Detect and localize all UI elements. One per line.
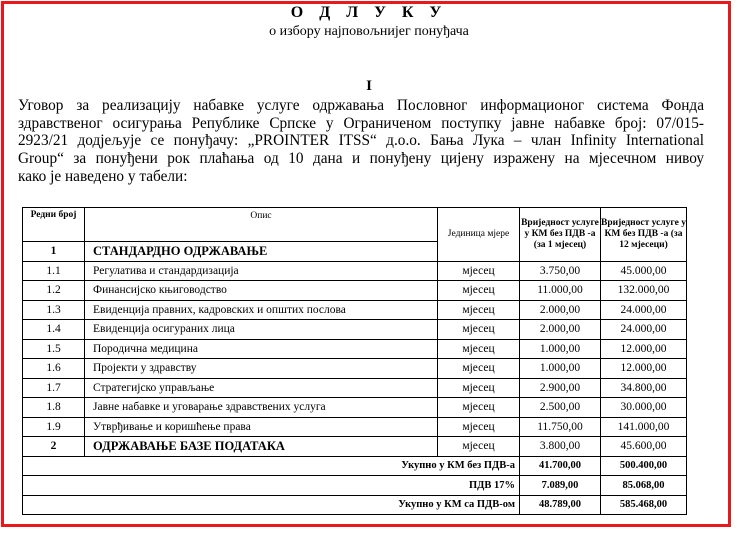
vat-value-1: 7.089,00 xyxy=(520,476,601,496)
row-description: Породична медицина xyxy=(85,339,438,359)
row-description: Пројекти у здравству xyxy=(85,359,438,379)
paragraph-line: Group“ за понуђени рок плаћања од 10 дана и понуђену цијену изражену на мјесечном нивоу xyxy=(18,150,704,168)
table-row xyxy=(23,398,687,418)
row-description: Финансијско књиговодство xyxy=(85,281,438,301)
row-unit: мјесец xyxy=(438,300,520,320)
table-row xyxy=(23,339,687,359)
row-number: 1.4 xyxy=(23,320,85,340)
row-value-1: 3.800,00 xyxy=(520,437,601,457)
grand-total-value-1: 48.789,00 xyxy=(520,495,601,515)
pricing-table xyxy=(22,207,687,515)
paragraph-line: 2923/21 додјељује се понуђачу: „PROINTER ITSS“ д.о.о. Бања Лука – члан Infinity International xyxy=(18,132,704,150)
row-value-12: 30.000,00 xyxy=(601,398,687,418)
row-unit: мјесец xyxy=(438,320,520,340)
total-value-12: 500.400,00 xyxy=(601,456,687,476)
row-value-1: 3.750,00 xyxy=(520,261,601,281)
table-row xyxy=(23,320,687,340)
row-unit: мјесец xyxy=(438,398,520,418)
row-number: 1.9 xyxy=(23,417,85,437)
totals-row xyxy=(23,456,687,476)
row-value-12: 45.600,00 xyxy=(601,437,687,457)
row-description: Евиденција осигураних лица xyxy=(85,320,438,340)
row-description: Јавне набавке и уговарање здравствених услуга xyxy=(85,398,438,418)
row-value-1: 11.750,00 xyxy=(520,417,601,437)
row-number: 1.5 xyxy=(23,339,85,359)
row-unit: мјесец xyxy=(438,437,520,457)
decision-paragraph xyxy=(18,97,704,186)
table-row xyxy=(23,281,687,301)
row-value-1: 1.000,00 xyxy=(520,339,601,359)
table-row xyxy=(23,300,687,320)
table-row xyxy=(23,261,687,281)
row-unit: мјесец xyxy=(438,378,520,398)
vat-label: ПДВ 17% xyxy=(23,476,520,496)
row-description: ОДРЖАВАЊЕ БАЗЕ ПОДАТАКА xyxy=(85,437,438,457)
table-row xyxy=(23,359,687,379)
table-header-row xyxy=(23,208,687,242)
row-value-1: 2.000,00 xyxy=(520,320,601,340)
row-description: Утврђивање и коришћење права xyxy=(85,417,438,437)
totals-row xyxy=(23,476,687,496)
section-number: I xyxy=(366,78,372,94)
row-value-1: 2.000,00 xyxy=(520,300,601,320)
row-number: 1.7 xyxy=(23,378,85,398)
document-title: О Д Л У К У xyxy=(290,4,448,21)
grand-total-label: Укупно у КМ са ПДВ-ом xyxy=(23,495,520,515)
row-unit: мјесец xyxy=(438,417,520,437)
table-row xyxy=(23,378,687,398)
row-value-12: 132.000,00 xyxy=(601,281,687,301)
row-description: Стратегијско управљање xyxy=(85,378,438,398)
row-number: 1 xyxy=(23,242,85,262)
row-value-1: 11.000,00 xyxy=(520,281,601,301)
row-value-1: 2.900,00 xyxy=(520,378,601,398)
row-value-12: 45.000,00 xyxy=(601,261,687,281)
row-value-12: 141.000,00 xyxy=(601,417,687,437)
row-description: Евиденција правних, кадровских и општих послова xyxy=(85,300,438,320)
header-value-1-month: Вриједност услуге у КМ без ПДВ -а (за 1 мјесец) xyxy=(520,208,601,262)
row-number: 1.8 xyxy=(23,398,85,418)
row-number: 1.2 xyxy=(23,281,85,301)
total-label: Укупно у КМ без ПДВ-а xyxy=(23,456,520,476)
paragraph-line: како је наведено у табели: xyxy=(18,167,188,185)
row-number: 1.3 xyxy=(23,300,85,320)
row-value-12: 12.000,00 xyxy=(601,339,687,359)
row-number: 1.1 xyxy=(23,261,85,281)
row-description: Регулатива и стандардизација xyxy=(85,261,438,281)
row-description: СТАНДАРДНО ОДРЖАВАЊЕ xyxy=(85,242,438,262)
row-value-12: 24.000,00 xyxy=(601,320,687,340)
row-number: 1.6 xyxy=(23,359,85,379)
row-unit: мјесец xyxy=(438,339,520,359)
paragraph-line: здравственог осигурања Републике Српске у Ограниченом поступку јавне набавке број: 07/015- xyxy=(18,114,704,132)
grand-total-value-12: 585.468,00 xyxy=(601,495,687,515)
row-value-1: 1.000,00 xyxy=(520,359,601,379)
total-value-1: 41.700,00 xyxy=(520,456,601,476)
row-value-12: 24.000,00 xyxy=(601,300,687,320)
header-description: Опис xyxy=(85,208,438,242)
table-row xyxy=(23,437,687,457)
row-value-12: 12.000,00 xyxy=(601,359,687,379)
totals-row xyxy=(23,495,687,515)
row-unit: мјесец xyxy=(438,281,520,301)
row-unit: мјесец xyxy=(438,359,520,379)
header-value-12-months: Вриједност услуге у КМ без ПДВ -а (за 12 мјесеци) xyxy=(601,208,687,262)
row-value-1: 2.500,00 xyxy=(520,398,601,418)
table-row xyxy=(23,417,687,437)
row-value-12: 34.800,00 xyxy=(601,378,687,398)
row-number: 2 xyxy=(23,437,85,457)
header-unit: Јединица мјере xyxy=(438,208,520,262)
header-ordinal: Редни број xyxy=(23,208,85,242)
vat-value-12: 85.068,00 xyxy=(601,476,687,496)
paragraph-line: Уговор за реализацију набавке услуге одржавања Пословног информационог система Фонда xyxy=(18,97,704,114)
document-subtitle: о избору најповољнијег понуђача xyxy=(269,24,469,39)
row-unit: мјесец xyxy=(438,261,520,281)
